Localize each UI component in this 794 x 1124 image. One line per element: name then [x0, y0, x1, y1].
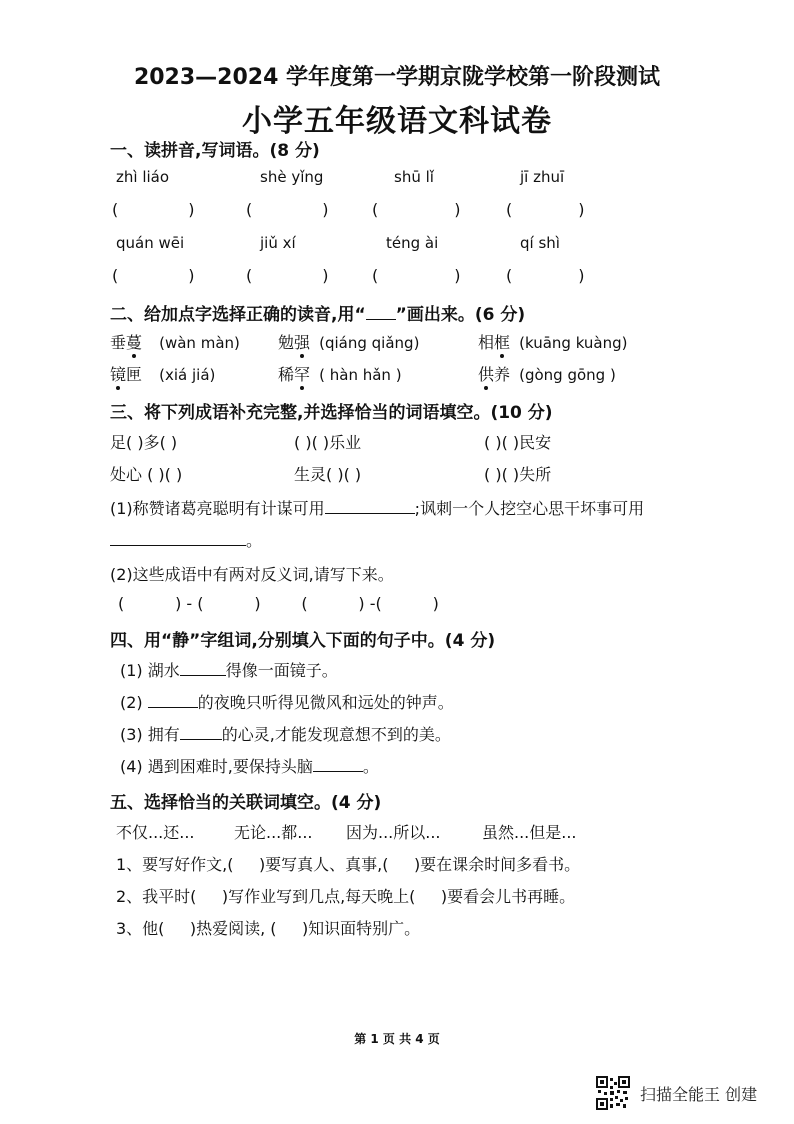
- answer-paren[interactable]: ( ): [246, 200, 329, 219]
- answer-line[interactable]: [313, 757, 363, 772]
- qr-code-icon: [596, 1076, 630, 1110]
- conjunction-question-3[interactable]: 3、他( )热爱阅读, ( )知识面特别广。: [116, 919, 421, 938]
- scanner-brand: 扫描全能王 创建: [640, 1085, 758, 1104]
- answer-paren[interactable]: ( ): [112, 266, 195, 285]
- answer-paren[interactable]: ( ): [372, 200, 461, 219]
- idiom-blank[interactable]: 处心 ( )( ): [110, 465, 183, 484]
- pinyin-4: jī zhuī: [520, 168, 565, 186]
- idiom-blank[interactable]: ( )( )失所: [484, 465, 552, 484]
- section-1-heading: 一、读拼音,写词语。(8 分): [110, 141, 320, 161]
- pinyin-8: qí shì: [520, 234, 560, 252]
- answer-paren[interactable]: ( ): [506, 266, 585, 285]
- question-3-2: (2)这些成语中有两对反义词,请写下来。: [110, 565, 394, 584]
- question-3-1: (1)称赞诸葛亮聪明有计谋可用 ;讽刺一个人挖空心思干坏事可用: [110, 499, 645, 518]
- page-number: 第 1 页 共 4 页: [354, 1032, 440, 1046]
- answer-paren[interactable]: ( ): [246, 266, 329, 285]
- fill-item: (1) 湖水 得像一面镜子。: [120, 661, 338, 680]
- conjunction-option: 虽然...但是...: [482, 823, 577, 842]
- reading-item[interactable]: 勉强 (qiáng qiǎng): [278, 330, 419, 353]
- fill-item: (4) 遇到困难时,要保持头脑 。: [120, 757, 379, 776]
- conjunction-option: 不仅...还...: [116, 823, 195, 842]
- pinyin-5: quán wēi: [116, 234, 185, 252]
- conjunction-question-1[interactable]: 1、要写好作文,( )要写真人、真事,( )要在课余时间多看书。: [116, 855, 581, 874]
- answer-line[interactable]: [148, 693, 198, 708]
- fill-item: (2) 的夜晚只听得见微风和远处的钟声。: [120, 693, 454, 712]
- answer-line[interactable]: [180, 725, 222, 740]
- answer-paren[interactable]: ( ): [112, 200, 195, 219]
- underline-sample: [366, 305, 396, 320]
- fill-item: (3) 拥有 的心灵,才能发现意想不到的美。: [120, 725, 451, 744]
- answer-line[interactable]: [180, 661, 226, 676]
- section-4-heading: 四、用“静”字组词,分别填入下面的句子中。(4 分): [110, 631, 496, 651]
- conjunction-question-2[interactable]: 2、我平时( )写作业写到几点,每天晚上( )要看会儿书再睡。: [116, 887, 576, 906]
- answer-paren[interactable]: ( ): [372, 266, 461, 285]
- pinyin-1: zhì liáo: [116, 168, 170, 186]
- idiom-blank[interactable]: 足( )多( ): [110, 433, 178, 452]
- idiom-blank[interactable]: ( )( )乐业: [294, 433, 362, 452]
- section-2-heading: 二、给加点字选择正确的读音,用“ ”画出来。(6 分): [110, 305, 526, 325]
- idiom-blank[interactable]: ( )( )民安: [484, 433, 552, 452]
- pinyin-6: jiǔ xí: [260, 234, 296, 252]
- answer-paren[interactable]: ( ): [506, 200, 585, 219]
- reading-item[interactable]: 稀罕 ( hàn hǎn ): [278, 362, 402, 385]
- pinyin-7: téng ài: [386, 234, 439, 252]
- answer-line[interactable]: [325, 499, 415, 514]
- conjunction-option: 无论...都...: [234, 823, 313, 842]
- answer-line[interactable]: [110, 531, 246, 546]
- reading-item[interactable]: 垂蔓 (wàn màn): [110, 330, 240, 353]
- exam-title: 2023—2024 学年度第一学期京陇学校第一阶段测试: [133, 65, 661, 90]
- reading-item[interactable]: 镜匣 (xiá jiá): [110, 362, 215, 385]
- reading-item[interactable]: 供养 (gòng gōng ): [478, 362, 616, 385]
- idiom-blank[interactable]: 生灵( )( ): [294, 465, 362, 484]
- exam-subtitle: 小学五年级语文科试卷: [242, 104, 552, 139]
- section-3-heading: 三、将下列成语补充完整,并选择恰当的词语填空。(10 分): [110, 403, 553, 423]
- section-5-heading: 五、选择恰当的关联词填空。(4 分): [110, 793, 382, 813]
- conjunction-option: 因为...所以...: [346, 823, 441, 842]
- reading-item[interactable]: 相框 (kuāng kuàng): [478, 330, 628, 353]
- pinyin-2: shè yǐng: [260, 168, 324, 186]
- antonym-blanks[interactable]: ( ) - ( ) ( ) -( ): [118, 594, 439, 613]
- pinyin-3: shū lǐ: [394, 168, 434, 186]
- question-3-1-continued: 。: [110, 528, 262, 551]
